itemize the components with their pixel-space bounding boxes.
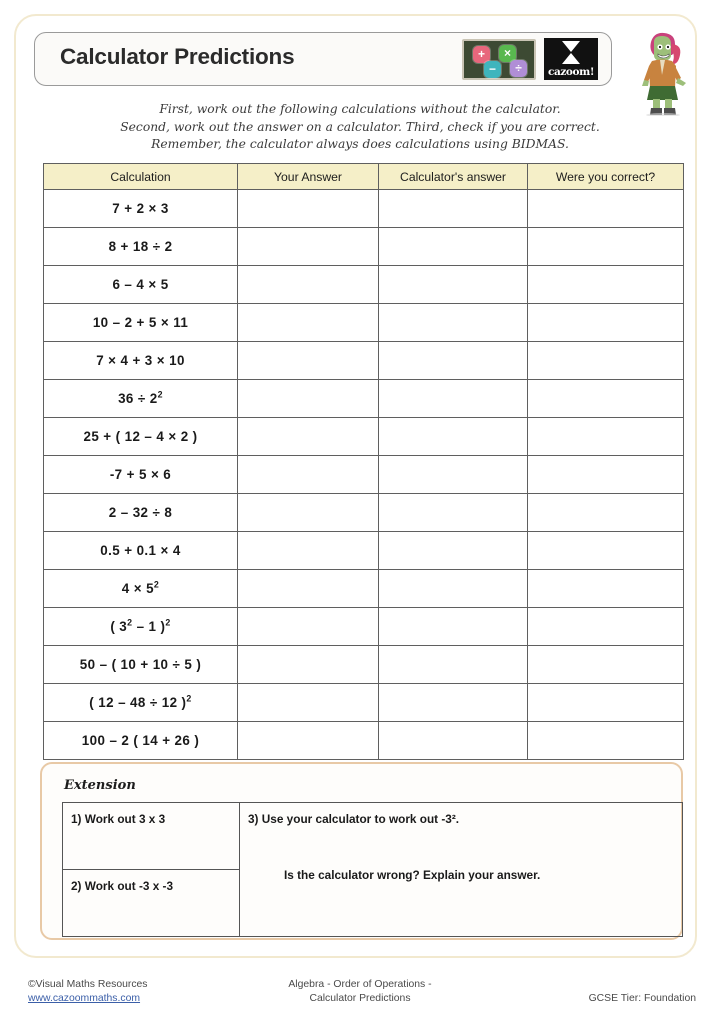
table-row xyxy=(44,190,684,228)
calculations-table xyxy=(43,163,684,760)
calculator-answer-cell[interactable] xyxy=(379,570,528,608)
blackboard-icon xyxy=(462,39,536,80)
table-row xyxy=(44,646,684,684)
your-answer-cell[interactable] xyxy=(238,494,379,532)
calculation-cell: -7 + 5 × 6 xyxy=(44,456,238,494)
instruction-line-3: Remember, the calculator always does calculations using BIDMAS. xyxy=(151,137,569,152)
cazoom-logo xyxy=(462,38,598,80)
calculator-answer-cell[interactable] xyxy=(379,646,528,684)
table-row xyxy=(44,494,684,532)
extension-table xyxy=(62,802,683,937)
footer-copyright: ©Visual Maths Resources xyxy=(28,979,148,990)
your-answer-cell[interactable] xyxy=(238,684,379,722)
table-row xyxy=(44,684,684,722)
calculator-answer-cell[interactable] xyxy=(379,494,528,532)
table-row xyxy=(44,266,684,304)
your-answer-cell[interactable] xyxy=(238,228,379,266)
page-footer xyxy=(0,978,720,1016)
worksheet-header xyxy=(34,32,612,86)
extension-section xyxy=(40,762,683,940)
table-row xyxy=(44,608,684,646)
calculator-answer-cell[interactable] xyxy=(379,722,528,760)
column-header-calculators-answer: Calculator's answer xyxy=(379,164,528,190)
calculation-cell: 8 + 18 ÷ 2 xyxy=(44,228,238,266)
were-you-correct-cell[interactable] xyxy=(528,380,684,418)
instructions xyxy=(60,101,660,154)
hourglass-icon xyxy=(562,41,580,64)
were-you-correct-cell[interactable] xyxy=(528,570,684,608)
were-you-correct-cell[interactable] xyxy=(528,684,684,722)
your-answer-cell[interactable] xyxy=(238,608,379,646)
calculation-cell: 7 + 2 × 3 xyxy=(44,190,238,228)
table-row xyxy=(44,342,684,380)
footer-tier: GCSE Tier: Foundation xyxy=(588,993,696,1004)
were-you-correct-cell[interactable] xyxy=(528,342,684,380)
were-you-correct-cell[interactable] xyxy=(528,722,684,760)
calculation-cell: 50 – ( 10 + 10 ÷ 5 ) xyxy=(44,646,238,684)
calculator-answer-cell[interactable] xyxy=(379,304,528,342)
table-row xyxy=(44,456,684,494)
calculation-cell: 0.5 + 0.1 × 4 xyxy=(44,532,238,570)
extension-q3-text: 3) Use your calculator to work out -3². xyxy=(248,812,460,826)
cazoom-badge xyxy=(544,38,598,80)
calculator-answer-cell[interactable] xyxy=(379,266,528,304)
footer-topic-line-2: Calculator Predictions xyxy=(309,993,411,1004)
calculations-body xyxy=(44,190,684,760)
table-row xyxy=(44,570,684,608)
instruction-line-2: Second, work out the answer on a calculator. Third, check if you are correct. xyxy=(120,119,600,134)
your-answer-cell[interactable] xyxy=(238,342,379,380)
extension-question-1[interactable]: 1) Work out 3 x 3 xyxy=(63,803,240,870)
extension-q3-followup-text: Is the calculator wrong? Explain your answer. xyxy=(284,868,541,882)
calculation-cell: 25 + ( 12 – 4 × 2 ) xyxy=(44,418,238,456)
your-answer-cell[interactable] xyxy=(238,190,379,228)
calculation-cell: $4 \times 5^2$ xyxy=(44,570,238,608)
were-you-correct-cell[interactable] xyxy=(528,532,684,570)
were-you-correct-cell[interactable] xyxy=(528,646,684,684)
your-answer-cell[interactable] xyxy=(238,266,379,304)
extension-question-3[interactable] xyxy=(240,803,683,937)
column-header-were-you-correct: Were you correct? xyxy=(528,164,684,190)
table-row xyxy=(44,418,684,456)
calculator-answer-cell[interactable] xyxy=(379,342,528,380)
were-you-correct-cell[interactable] xyxy=(528,190,684,228)
calculation-cell: 2 – 32 ÷ 8 xyxy=(44,494,238,532)
calculation-cell: 7 × 4 + 3 × 10 xyxy=(44,342,238,380)
extension-title: Extension xyxy=(64,778,136,793)
calculator-answer-cell[interactable] xyxy=(379,608,528,646)
calculator-answer-cell[interactable] xyxy=(379,190,528,228)
times-icon: × xyxy=(499,45,516,62)
calculator-answer-cell[interactable] xyxy=(379,418,528,456)
plus-icon: + xyxy=(473,46,490,63)
were-you-correct-cell[interactable] xyxy=(528,266,684,304)
calculation-cell: 10 – 2 + 5 × 11 xyxy=(44,304,238,342)
your-answer-cell[interactable] xyxy=(238,304,379,342)
instruction-line-1: First, work out the following calculations without the calculator. xyxy=(159,102,561,116)
were-you-correct-cell[interactable] xyxy=(528,418,684,456)
footer-topic xyxy=(255,978,465,1006)
calculator-answer-cell[interactable] xyxy=(379,684,528,722)
calculator-answer-cell[interactable] xyxy=(379,228,528,266)
table-row xyxy=(44,380,684,418)
extension-row-1 xyxy=(63,803,683,870)
calculation-cell: ( 12 – 48 ÷ 12 )$^2$ xyxy=(44,684,238,722)
calculation-cell: 6 – 4 × 5 xyxy=(44,266,238,304)
page-title: Calculator Predictions xyxy=(60,44,295,69)
table-row xyxy=(44,228,684,266)
divide-icon: ÷ xyxy=(510,60,527,77)
table-header-row xyxy=(44,164,684,190)
column-header-calculation: Calculation xyxy=(44,164,238,190)
your-answer-cell[interactable] xyxy=(238,722,379,760)
were-you-correct-cell[interactable] xyxy=(528,228,684,266)
were-you-correct-cell[interactable] xyxy=(528,608,684,646)
calculation-cell: $36 \div 2^2$ xyxy=(44,380,238,418)
extension-question-2[interactable]: 2) Work out -3 x -3 xyxy=(63,870,240,937)
your-answer-cell[interactable] xyxy=(238,646,379,684)
your-answer-cell[interactable] xyxy=(238,456,379,494)
column-header-your-answer: Your Answer xyxy=(238,164,379,190)
your-answer-cell[interactable] xyxy=(238,418,379,456)
calculator-answer-cell[interactable] xyxy=(379,456,528,494)
footer-left xyxy=(28,978,148,1006)
footer-website-link[interactable]: www.cazoommaths.com xyxy=(28,993,141,1004)
were-you-correct-cell[interactable] xyxy=(528,304,684,342)
your-answer-cell[interactable] xyxy=(238,532,379,570)
table-row xyxy=(44,722,684,760)
calculation-cell: 100 – 2 ( 14 + 26 ) xyxy=(44,722,238,760)
your-answer-cell[interactable] xyxy=(238,380,379,418)
were-you-correct-cell[interactable] xyxy=(528,494,684,532)
minus-icon: − xyxy=(484,61,501,78)
table-row xyxy=(44,532,684,570)
your-answer-cell[interactable] xyxy=(238,570,379,608)
footer-topic-line-1: Algebra - Order of Operations - xyxy=(288,979,432,990)
were-you-correct-cell[interactable] xyxy=(528,456,684,494)
cazoom-wordmark: cazoom! xyxy=(547,66,595,78)
calculation-cell: ( $3^2 - 1$ )$^2$ xyxy=(44,608,238,646)
table-row xyxy=(44,304,684,342)
calculator-answer-cell[interactable] xyxy=(379,380,528,418)
calculator-answer-cell[interactable] xyxy=(379,532,528,570)
